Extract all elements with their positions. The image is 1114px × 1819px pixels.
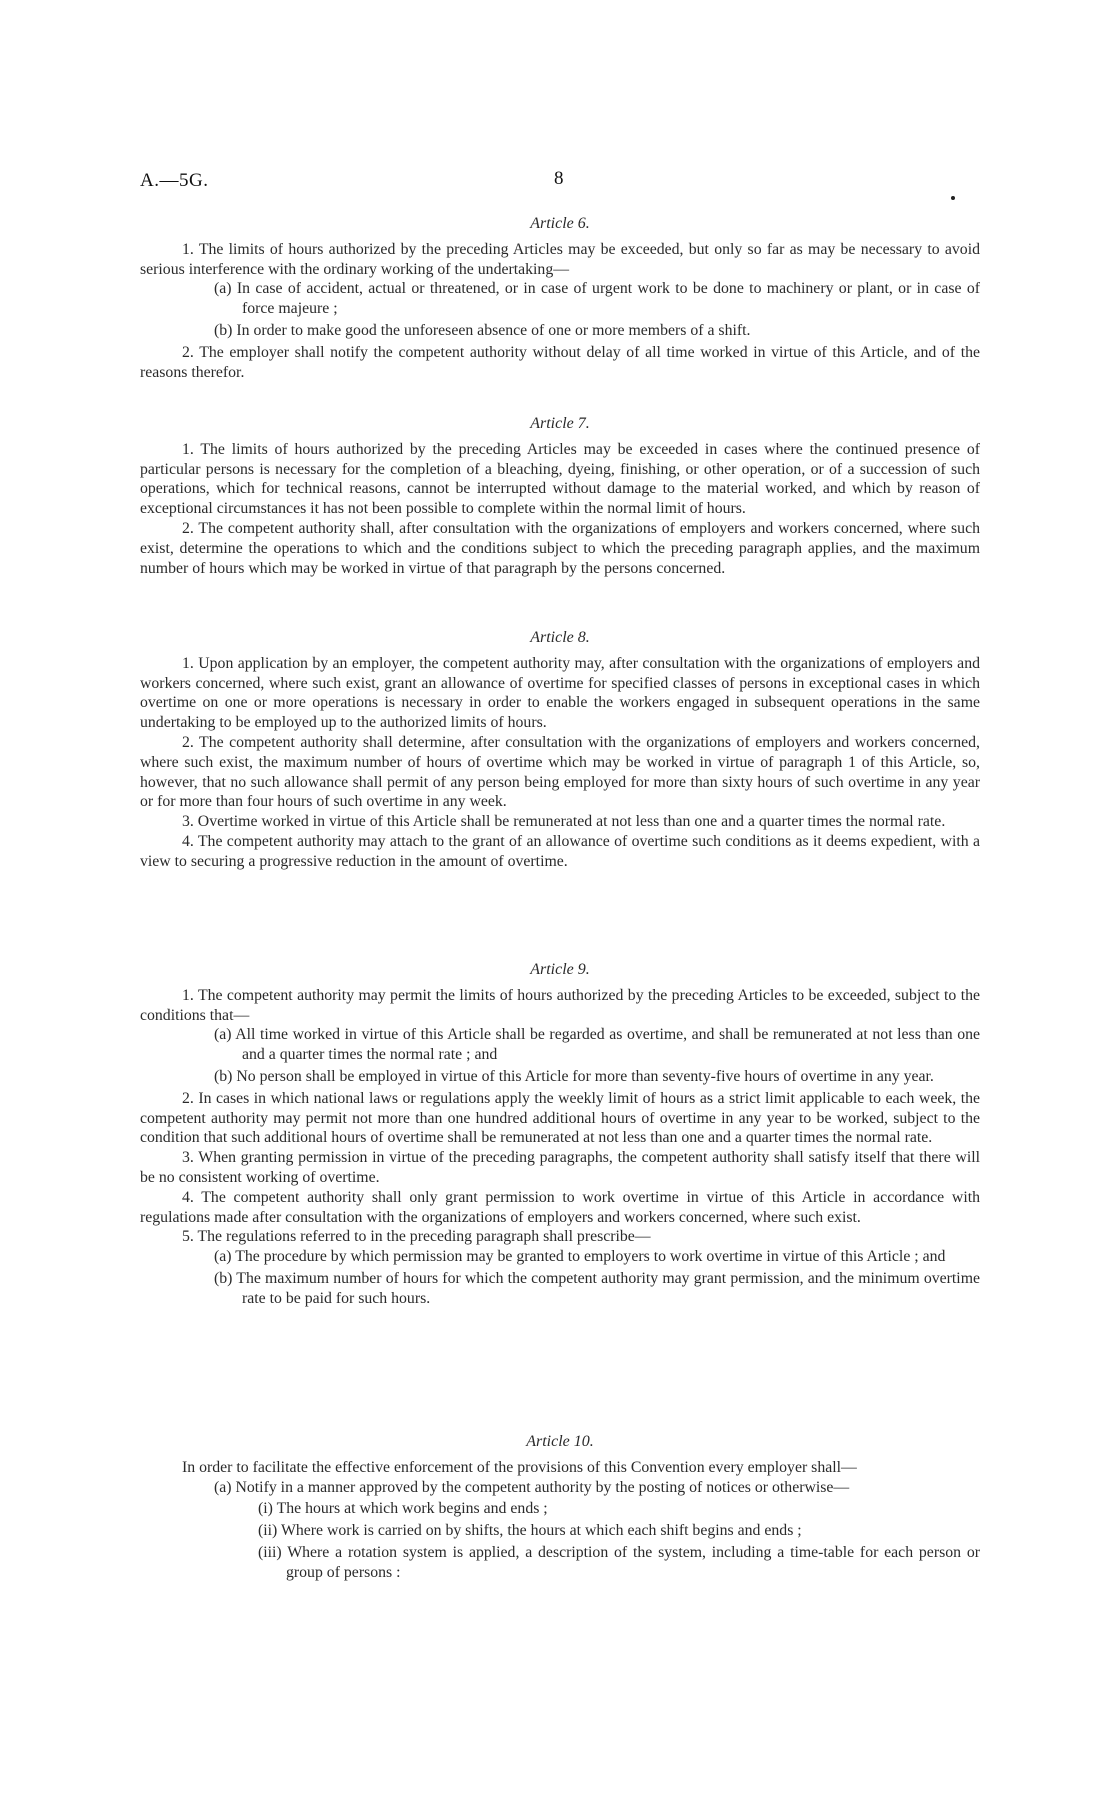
article-7-paragraph-2: 2. The competent authority shall, after consultation with the organizations of employers and workers concerned, where such exist, determine the operations to which and the conditions subject to which the preceding paragraph applies, and the maximum number of hours which may be worked in virtue of that paragraph by the persons concerned.: [140, 519, 980, 577]
document-reference: A.—5G.: [140, 170, 209, 191]
article-6-paragraph-2: 2. The employer shall notify the competent authority without delay of all time worked in virtue of this Article, and of the reasons therefor.: [140, 343, 980, 381]
article-10-heading: Article 10.: [526, 1433, 594, 1450]
article-7: [140, 414, 980, 578]
article-9-paragraph-1: 1. The competent authority may permit the limits of hours authorized by the preceding Articles to be exceeded, subject to the conditions that—: [140, 986, 980, 1024]
article-10-intro: In order to facilitate the effective enforcement of the provisions of this Convention every employer shall—: [182, 1458, 857, 1476]
page-number: 8: [554, 168, 564, 189]
article-8-paragraph-4: 4. The competent authority may attach to the grant of an allowance of overtime such conditions as it deems expedient, with a view to securing a progressive reduction in the amount of overtime.: [140, 832, 980, 870]
article-6-paragraph-1: 1. The limits of hours authorized by the preceding Articles may be exceeded, but only so far as may be necessary to avoid serious interference with the ordinary working of the undertaking—: [140, 240, 980, 278]
article-6-clause-a: (a) In case of accident, actual or threatened, or in case of urgent work to be done to machinery or plant, or in case of force majeure ;: [214, 280, 980, 318]
article-9-paragraph-2: 2. In cases in which national laws or regulations apply the weekly limit of hours as a strict limit applicable to each week, the competent authority may permit not more than one hundred additional hours of overtime in any year to be worked, subject to the condition that such additional hours of overtime shall be remunerated at not less than one and a quarter times the normal rate.: [140, 1089, 980, 1147]
article-9-clause-b: (b) No person shall be employed in virtue of this Article for more than seventy-five hours of overtime in any year.: [214, 1067, 934, 1085]
article-10-item-iii: (iii) Where a rotation system is applied, a description of the system, including a time-table for each person or group of persons :: [258, 1543, 980, 1581]
article-10-clause-a: (a) Notify in a manner approved by the competent authority by the posting of notices or otherwise—: [214, 1478, 850, 1496]
article-7-paragraph-1: 1. The limits of hours authorized by the preceding Articles may be exceeded in cases where the continued presence of particular persons is necessary for the completion of a bleaching, dyeing, finishing, or other operation, or of a succession of such operations, which for technical reasons, cannot be interrupted without damage to the material worked, and which by reason of exceptional circumstances it has not been possible to complete within the normal limit of hours.: [140, 440, 980, 518]
article-9-clause-5a: (a) The procedure by which permission may be granted to employers to work overtime in virtue of this Article ; and: [214, 1248, 946, 1266]
article-7-heading: Article 7.: [530, 415, 590, 432]
article-6-heading: Article 6.: [530, 215, 590, 232]
article-9-heading: Article 9.: [530, 961, 590, 978]
article-9-clause-5b: (b) The maximum number of hours for which the competent authority may grant permission, and the minimum overtime rate to be paid for such hours.: [214, 1269, 980, 1307]
article-6: [140, 214, 980, 382]
article-9-paragraph-4: 4. The competent authority shall only grant permission to work overtime in virtue of this Article in accordance with regulations made after consultation with the organizations of employers and workers concerned, where such exist.: [140, 1188, 980, 1226]
article-9-paragraph-5: 5. The regulations referred to in the preceding paragraph shall prescribe—: [182, 1228, 651, 1246]
article-9: [140, 960, 980, 1311]
article-8-paragraph-2: 2. The competent authority shall determine, after consultation with the organizations of employers and workers concerned, where such exist, the maximum number of hours of overtime which may be worked in virtue of paragraph 1 of this Article, so, however, that no such allowance shall permit of any person being employed for more than sixty hours of such overtime in any year or for more than four hours of such overtime in any week.: [140, 733, 980, 811]
article-9-clause-a: (a) All time worked in virtue of this Article shall be regarded as overtime, and shall be remunerated at not less than one and a quarter times the normal rate ; and: [214, 1026, 980, 1064]
article-8-paragraph-1: 1. Upon application by an employer, the competent authority may, after consultation with the organizations of employers and workers concerned, where such exist, grant an allowance of overtime for specified classes of persons in exceptional cases in which overtime on one or more operations is necessary in order to enable the workers engaged in subsequent operations in the same undertaking to be employed up to the authorized limits of hours.: [140, 654, 980, 732]
article-10-item-i: (i) The hours at which work begins and ends ;: [258, 1500, 548, 1518]
article-10: [140, 1432, 980, 1585]
article-9-paragraph-3: 3. When granting permission in virtue of the preceding paragraphs, the competent authority shall satisfy itself that there will be no consistent working of overtime.: [140, 1149, 980, 1186]
article-10-item-ii: (ii) Where work is carried on by shifts, the hours at which each shift begins and ends ;: [258, 1522, 802, 1540]
article-8-paragraph-3: 3. Overtime worked in virtue of this Article shall be remunerated at not less than one and a quarter times the normal rate.: [182, 813, 946, 831]
article-8: [140, 628, 980, 872]
article-6-clause-b: (b) In order to make good the unforeseen absence of one or more members of a shift.: [214, 321, 751, 339]
article-8-heading: Article 8.: [530, 629, 590, 646]
stray-mark: [951, 196, 955, 200]
